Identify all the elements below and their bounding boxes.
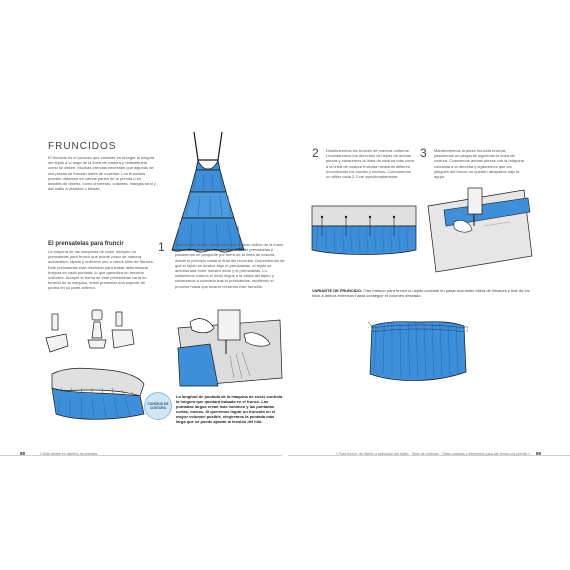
step-2-text: Distribuiremos los frunces de manera uniforme. Levantaremos los derechos del tejido de ambas piezas y casaremos la línea de costura más corta a la línea de costura fruncida mediante alfileres, encontrando los bordes y centros. Colocaremos un alfiler cada 2-3 cm aproximadamente.	[326, 148, 414, 180]
stitching-seam-illustration	[424, 186, 534, 276]
dress-illustration	[168, 130, 248, 260]
sewing-machine-gathering-illustration	[170, 308, 285, 388]
variant-text: Otro método para fruncir un tejido consiste en pasar una doble hilera de hilvanes y tirar de los hilos a ambos extremos hasta conseguir el volumen deseado.	[312, 288, 530, 298]
step-2-number: 2	[312, 146, 319, 160]
section-title: FRUNCIDOS	[48, 141, 117, 152]
gathered-fabric-illustration	[48, 364, 148, 424]
step-1-number: 1	[158, 240, 165, 254]
right-footer-text: « Para fruncir: de diseño a aplicación del tejido · Tipos de costuras · Otras costuras y elementos para dar forma a la prenda »	[335, 452, 530, 456]
double-basting-gather-illustration	[368, 312, 468, 386]
step-3-text: Mantendremos la pieza fruncida encima, pasaremos un pespunte siguiendo la línea de costura. Coseremos ambas piezas con la máquina colocada a la derecha y vigilaremos que los pliegues del frunce no queden atrapados bajo la aguja.	[434, 148, 524, 180]
left-footer-text: 1 Más detalle en diseños de prendas	[40, 452, 98, 456]
presser-foot-title: El prensatelas para fruncir	[48, 241, 124, 247]
left-page-number: 88	[20, 451, 26, 456]
presser-foot-paragraph: La mayoría de las máquinas de coser incluyen un prensatelas para fruncir que puede coser de manera automática, rápida y uniforme uno o varios hilos de frunces. Este prensatelas está diseñado para trabar determinada holgura en cada puntada, lo que garantiza un fruncido uniforme. Aunque la forma de este prensatelas varía en función de la máquina, suele presentar una especie de joroba en su parte anterior.	[48, 249, 154, 291]
intro-paragraph: El fruncido es el proceso que consiste en recoger la holgura del tejido a lo largo de la línea de costura y redistribuirla como se desee. Muchas prendas necesitan que algunas de sus piezas se frunzan antes de coserlas. Los fruncidos pueden utilizarse en ciertas partes de la prenda o en detalles de diseño, como chorreras, volantes, mangas farol y dar estilo a vestidos o blusas.	[48, 155, 156, 192]
pinned-gathers-illustration	[310, 200, 418, 262]
right-page-number: 89	[536, 451, 542, 456]
variant-caption	[312, 288, 532, 298]
sewing-tip-badge: CONSEJO DE COSTURA	[144, 392, 172, 420]
variant-title: VARIANTE DE FRUNCIDO:	[312, 288, 363, 293]
presser-feet-illustration	[44, 308, 139, 363]
step-3-number: 3	[420, 146, 427, 160]
sewing-tip-text: La longitud de puntada de la máquina de coser controla la holgura que quedará trabada en el frunce. Las puntadas largas crean más volumen y las puntadas cortas, menos. Si queremos lograr un fruncido en el mayor volumen posible, elegiremos la puntada más larga que se puede ajustar la tensión del hilo.	[176, 394, 283, 424]
step-1-text: Para fruncir la tela, mantendremos el dedo índice de la mano izquierda firmemente colocado detrás del prensatelas y pasaremos un pespunte por fuera de la línea de costura, desde el principio hasta el final del recorrido. Dependiendo de qué el tejido se deslice bajo el prensatelas, el tejido se amontonará entre nuestro dedo y el prensatelas. Lo soltaremos cuando el dedo llegue a la altura del tejido y volveremos a colocarlo tras el prensatelas, repitiendo el proceso hasta que toda el recorrido esté fruncido.	[175, 242, 285, 289]
